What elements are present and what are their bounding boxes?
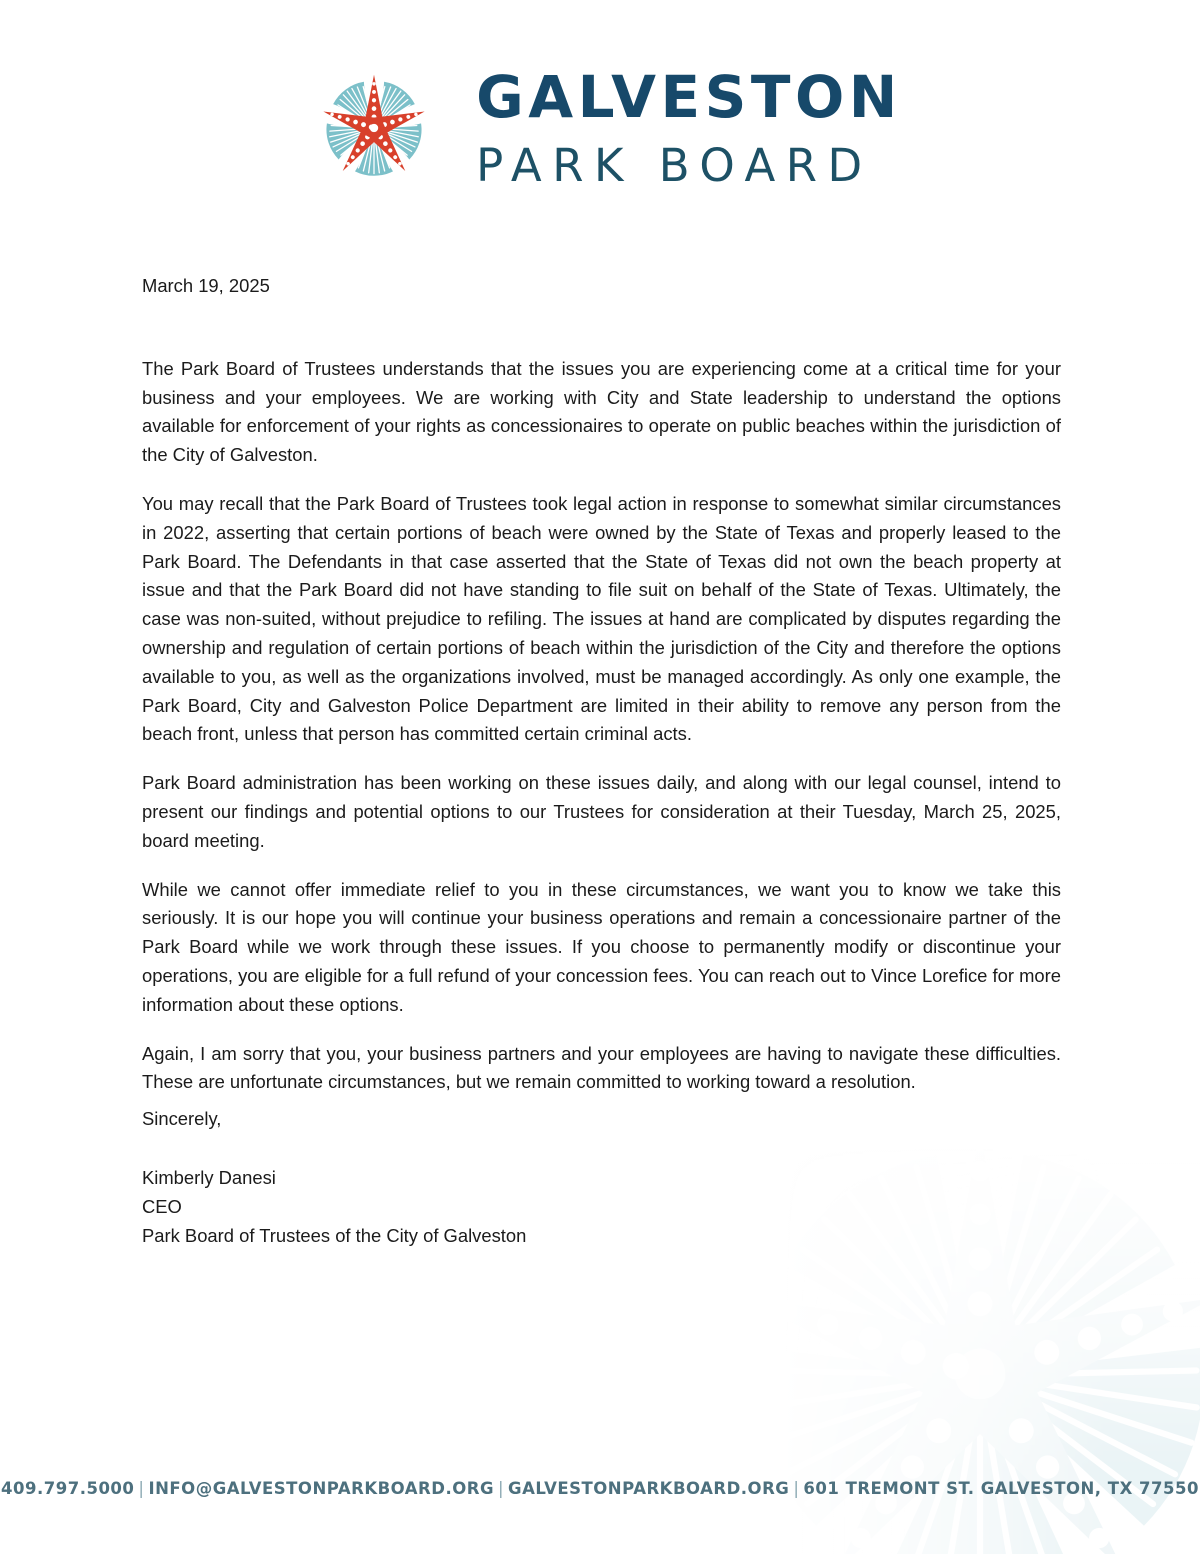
letter-body: [142, 272, 1061, 1250]
footer-address: 601 TREMONT ST. GALVESTON, TX 77550: [803, 1479, 1199, 1498]
footer-contact-bar: [0, 1479, 1200, 1498]
signature-block: [142, 1164, 1061, 1250]
footer-email[interactable]: INFO@GALVESTONPARKBOARD.ORG: [148, 1479, 494, 1498]
footer-separator-1: |: [138, 1479, 145, 1498]
logo-wordmark-galveston: GALVESTON: [476, 63, 902, 131]
footer-phone[interactable]: 409.797.5000: [1, 1479, 135, 1498]
logo-wordmark: [476, 63, 902, 192]
footer-website[interactable]: GALVESTONPARKBOARD.ORG: [508, 1479, 790, 1498]
footer-separator-2: |: [497, 1479, 505, 1498]
signature-name: Kimberly Danesi: [142, 1166, 276, 1188]
letter-paragraph-1: The Park Board of Trustees understands that the issues you are experiencing come at a critical time for your business and your employees. We are working with City and State leadership to understand the options available for enforcement of your rights as concessionaires to operate on public beaches within the jurisdiction of the City of Galveston.: [142, 357, 1061, 466]
letter-closing: Sincerely,: [142, 1108, 222, 1130]
starfish-shell-logo-icon: [298, 52, 450, 204]
letter-date: March 19, 2025: [142, 275, 270, 296]
letterhead: [0, 52, 1200, 204]
signature-title: CEO: [142, 1195, 182, 1217]
letter-paragraph-2: You may recall that the Park Board of Trustees took legal action in response to somewhat similar circumstances in 2022, asserting that certain portions of beach were owned by the State of Texas and properly leased to the Park Board. The Defendants in that case asserted that the State of Texas did not own the beach property at issue and that the Park Board did not have standing to file suit on behalf of the State of Texas. Ultimately, the case was non-suited, without prejudice to refiling. The issues at hand are complicated by disputes regarding the ownership and regulation of certain portions of beach within the jurisdiction of the City and therefore the options available to you, as well as the organizations involved, must be managed accordingly. As only one example, the Park Board, City and Galveston Police Department are limited in their ability to remove any person from the beach front, unless that person has committed certain criminal acts.: [142, 492, 1061, 745]
letter-paragraph-5: Again, I am sorry that you, your business partners and your employees are having to navigate these difficulties. These are unfortunate circumstances, but we remain committed to working toward a resolution.: [142, 1042, 1061, 1093]
logo-wordmark-park-board: PARK BOARD: [476, 139, 873, 192]
signature-organization: Park Board of Trustees of the City of Galveston: [142, 1224, 527, 1246]
footer-separator-3: |: [793, 1479, 800, 1498]
letter-paragraph-4: While we cannot offer immediate relief to you in these circumstances, we want you to know we take this seriously. It is our hope you will continue your business operations and remain a concessionaire partner of the Park Board while we work through these issues. If you choose to permanently modify or discontinue your operations, you are eligible for a full refund of your concession fees. You can reach out to Vince Lorefice for more information about these options.: [142, 878, 1061, 1015]
letter-paragraph-3: Park Board administration has been working on these issues daily, and along with our legal counsel, intend to present our findings and potential options to our Trustees for consideration at their Tuesday, March 25, 2025, board meeting.: [142, 772, 1061, 851]
